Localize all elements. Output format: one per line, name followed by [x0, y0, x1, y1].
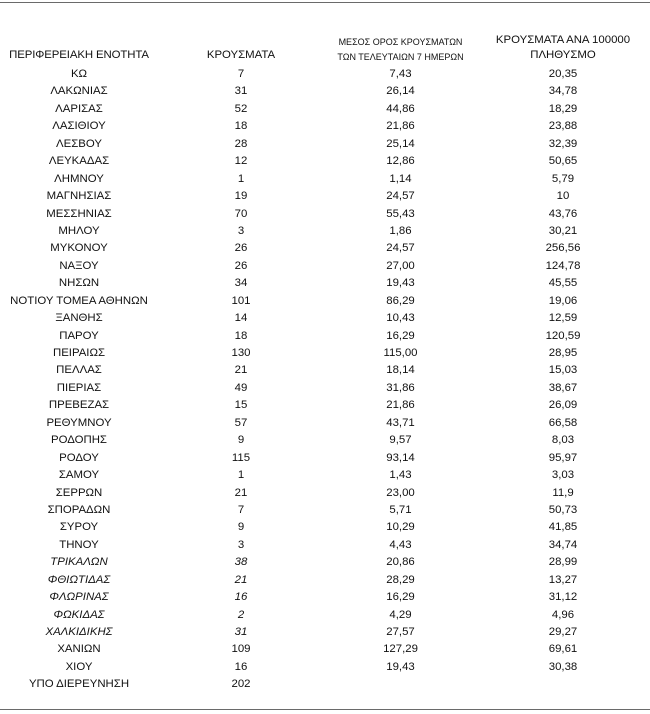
avg-7-days-cell: 1,14 [389, 172, 412, 185]
cases-cell: 109 [231, 643, 251, 656]
region-cell: ΠΕΛΛΑΣ [56, 364, 102, 377]
region-cell: ΠΑΡΟΥ [59, 329, 99, 342]
table-row [0, 223, 650, 240]
per-100000-cell: 31,12 [548, 591, 578, 604]
per-100000-cell: 32,39 [548, 137, 578, 150]
avg-7-days-cell: 21,86 [386, 120, 415, 133]
per-100000-cell: 124,78 [545, 259, 581, 272]
bottom-divider [0, 709, 650, 710]
per-100000-cell: 43,76 [548, 207, 578, 220]
cases-cell: 7 [237, 68, 245, 80]
region-cell: ΝΑΞΟΥ [59, 259, 99, 272]
table-row [0, 101, 650, 118]
cases-cell: 18 [234, 329, 248, 342]
table-header [0, 0, 650, 66]
avg-7-days-cell: 12,86 [386, 155, 415, 168]
table-row [0, 467, 650, 484]
avg-7-days-cell: 19,43 [386, 660, 415, 673]
region-cell: ΤΗΝΟΥ [59, 538, 99, 551]
cases-cell: 12 [234, 155, 248, 168]
avg-7-days-cell: 21,86 [386, 399, 415, 412]
region-cell: ΜΕΣΣΗΝΙΑΣ [46, 207, 112, 220]
cases-cell: 18 [234, 120, 248, 133]
cases-cell: 38 [234, 556, 248, 569]
region-cell: ΛΑΣΙΘΙΟΥ [52, 120, 106, 133]
cases-cell: 70 [234, 207, 248, 220]
per-100000-cell: 23,88 [548, 120, 578, 133]
cases-cell: 2 [237, 608, 245, 621]
per-100000-cell: 120,59 [545, 329, 581, 342]
per-100000-cell: 18,29 [548, 102, 578, 115]
avg-7-days-cell: 18,14 [386, 364, 415, 377]
cases-cell: 9 [237, 434, 245, 447]
per-100000-cell: 19,06 [548, 294, 578, 307]
region-cell: ΛΕΥΚΑΔΑΣ [48, 155, 110, 168]
region-cell: ΜΥΚΟΝΟΥ [50, 242, 108, 255]
per-100000-cell: 29,27 [548, 626, 578, 638]
table-row [0, 153, 650, 170]
region-cell: ΧΙΟΥ [65, 660, 93, 673]
avg-7-days-cell: 19,43 [386, 277, 415, 290]
cases-cell: 115 [231, 451, 251, 464]
region-cell: ΦΩΚΙΔΑΣ [53, 608, 105, 621]
region-cell: ΣΥΡΟΥ [59, 521, 99, 534]
cases-cell: 52 [234, 102, 248, 115]
region-cell: ΣΕΡΡΩΝ [55, 486, 103, 499]
table-row [0, 362, 650, 379]
avg-7-days-cell: 4,43 [389, 538, 412, 551]
region-cell: ΝΟΤΙΟΥ ΤΟΜΕΑ ΑΘΗΝΩΝ [10, 294, 148, 307]
table-row [0, 519, 650, 536]
per-100000-cell: 45,55 [548, 277, 578, 290]
avg-7-days-cell: 9,57 [389, 434, 412, 447]
cases-cell: 16 [234, 591, 248, 604]
per-100000-cell: 30,21 [548, 224, 578, 237]
cases-cell: 9 [237, 521, 245, 534]
cases-cell: 202 [231, 678, 251, 691]
region-cell: ΡΟΔΟΠΗΣ [51, 434, 107, 447]
avg-7-days-cell: 10,43 [386, 312, 415, 325]
cases-cell: 3 [237, 224, 245, 237]
header-cases-per-100000 [478, 33, 648, 63]
per-100000-cell: 95,97 [548, 451, 578, 464]
table-body [0, 66, 650, 694]
table-row [0, 136, 650, 153]
per-100000-cell: 26,09 [548, 399, 578, 412]
region-cell: ΧΑΛΚΙΔΙΚΗΣ [45, 626, 113, 638]
avg-7-days-cell: 86,29 [386, 294, 415, 307]
cases-cell: 15 [234, 399, 248, 412]
region-cell: ΣΠΟΡΑΔΩΝ [47, 503, 111, 516]
per-100000-cell: 13,27 [548, 573, 578, 586]
table-row [0, 485, 650, 502]
table-row [0, 275, 650, 292]
region-cell: ΠΕΙΡΑΙΩΣ [52, 347, 106, 359]
cases-cell: 14 [234, 312, 248, 325]
cases-cell: 1 [237, 172, 245, 185]
per-100000-cell: 256,56 [545, 242, 581, 255]
avg-7-days-cell: 24,57 [386, 242, 415, 255]
avg-7-days-cell: 27,57 [386, 626, 415, 638]
table-row [0, 554, 650, 571]
region-cell: ΚΩ [70, 68, 88, 80]
region-cell: ΛΑΡΙΣΑΣ [55, 102, 103, 115]
per-100000-cell: 38,67 [548, 381, 578, 394]
per-100000-cell: 28,95 [548, 347, 578, 359]
cases-cell: 3 [237, 538, 245, 551]
avg-7-days-cell: 23,00 [386, 486, 415, 499]
avg-7-days-cell: 16,29 [386, 591, 415, 604]
avg-7-days-cell: 31,86 [386, 381, 415, 394]
cases-cell: 16 [234, 660, 248, 673]
table-row [0, 171, 650, 188]
region-cell: ΝΗΣΩΝ [58, 277, 100, 290]
per-100000-cell: 15,03 [548, 364, 578, 377]
header-cases: ΚΡΟΥΣΜΑΤΑ [206, 49, 276, 61]
table-row [0, 397, 650, 414]
table-row [0, 676, 650, 693]
cases-cell: 31 [234, 85, 248, 98]
table-row [0, 328, 650, 345]
table-row [0, 624, 650, 641]
per-100000-cell: 34,74 [548, 538, 578, 551]
region-cell: ΥΠΟ ΔΙΕΡΕΥΝΗΣΗ [28, 678, 130, 691]
avg-7-days-cell: 5,71 [389, 503, 412, 516]
per-100000-cell: 4,96 [551, 608, 575, 621]
per-100000-cell: 3,03 [551, 469, 575, 482]
per-100000-cell: 30,38 [548, 660, 578, 673]
table-row [0, 258, 650, 275]
table-row [0, 206, 650, 223]
cases-cell: 21 [234, 573, 248, 586]
per-100000-cell: 34,78 [548, 85, 578, 98]
cases-cell: 7 [237, 503, 245, 516]
avg-7-days-cell: 44,86 [386, 102, 415, 115]
avg-7-days-cell: 28,29 [386, 573, 415, 586]
avg-7-days-cell: 4,29 [389, 608, 412, 621]
avg-7-days-cell: 1,43 [389, 469, 412, 482]
cases-cell: 26 [234, 259, 248, 272]
per-100000-cell: 41,85 [548, 521, 578, 534]
region-cell: ΠΡΕΒΕΖΑΣ [48, 399, 110, 412]
table-row [0, 450, 650, 467]
table-row [0, 345, 650, 362]
avg-7-days-cell: 10,29 [386, 521, 415, 534]
cases-cell: 31 [234, 626, 248, 638]
cases-cell: 130 [231, 347, 251, 359]
avg-7-days-cell: 25,14 [386, 137, 415, 150]
region-cell: ΦΘΙΩΤΙΔΑΣ [47, 573, 111, 586]
table-row [0, 607, 650, 624]
table-row [0, 659, 650, 676]
per-100000-cell: 50,73 [548, 503, 578, 516]
per-100000-cell: 5,79 [551, 172, 575, 185]
cases-cell: 57 [234, 416, 248, 429]
region-cell: ΜΗΛΟΥ [58, 224, 100, 237]
region-cell: ΛΗΜΝΟΥ [54, 172, 104, 185]
region-cell: ΛΕΣΒΟΥ [56, 137, 102, 150]
per-100000-cell: 28,99 [548, 556, 578, 569]
avg-7-days-cell: 27,00 [386, 259, 415, 272]
per-100000-cell: 10 [556, 190, 570, 203]
table-row [0, 240, 650, 257]
per-100000-cell: 69,61 [548, 643, 578, 656]
header-region: ΠΕΡΙΦΕΡΕΙΑΚΗ ΕΝΟΤΗΤΑ [9, 49, 149, 61]
header-avg-line1: ΜΕΣΟΣ ΟΡΟΣ ΚΡΟΥΣΜΑΤΩΝ [338, 37, 463, 47]
region-cell: ΣΑΜΟΥ [58, 469, 100, 482]
header-avg-7-days [318, 35, 483, 65]
table-row [0, 589, 650, 606]
cases-cell: 34 [234, 277, 248, 290]
avg-7-days-cell: 24,57 [386, 190, 415, 203]
cases-cell: 21 [234, 364, 248, 377]
region-cell: ΡΟΔΟΥ [59, 451, 99, 464]
region-cell: ΞΑΝΘΗΣ [55, 312, 103, 325]
per-100000-cell: 8,03 [551, 434, 575, 447]
region-cell: ΤΡΙΚΑΛΩΝ [50, 556, 108, 569]
avg-7-days-cell: 43,71 [386, 416, 415, 429]
avg-7-days-cell: 26,14 [386, 85, 415, 98]
avg-7-days-cell: 55,43 [386, 207, 415, 220]
region-cell: ΦΛΩΡΙΝΑΣ [49, 591, 109, 604]
avg-7-days-cell: 115,00 [383, 347, 418, 359]
per-100000-cell: 50,65 [548, 155, 578, 168]
header-avg-line2: ΤΩΝ ΤΕΛΕΥΤΑΙΩΝ 7 ΗΜΕΡΩΝ [337, 52, 464, 62]
table-row [0, 293, 650, 310]
cases-cell: 26 [234, 242, 248, 255]
per-100000-cell: 20,35 [548, 68, 578, 80]
table-row [0, 537, 650, 554]
avg-7-days-cell: 93,14 [386, 451, 415, 464]
avg-7-days-cell: 1,86 [389, 224, 412, 237]
avg-7-days-cell: 7,43 [389, 68, 412, 80]
region-cell: ΜΑΓΝΗΣΙΑΣ [46, 190, 112, 203]
cases-cell: 28 [234, 137, 248, 150]
table-row [0, 83, 650, 100]
avg-7-days-cell: 127,29 [383, 643, 418, 656]
header-per-line1: ΚΡΟΥΣΜΑΤΑ ΑΝΑ 100000 [495, 34, 631, 46]
table-row [0, 310, 650, 327]
table-row [0, 572, 650, 589]
cases-cell: 21 [234, 486, 248, 499]
table-row [0, 188, 650, 205]
cases-cell: 19 [234, 190, 248, 203]
header-per-line2: ΠΛΗΘΥΣΜΟ [530, 49, 596, 61]
cases-cell: 49 [234, 381, 248, 394]
per-100000-cell: 66,58 [548, 416, 578, 429]
cases-cell: 101 [231, 294, 251, 307]
per-100000-cell: 12,59 [548, 312, 578, 325]
table-row [0, 502, 650, 519]
table-row [0, 432, 650, 449]
table-row [0, 380, 650, 397]
table-row [0, 641, 650, 658]
per-100000-cell: 11,9 [552, 486, 574, 499]
region-cell: ΠΙΕΡΙΑΣ [56, 381, 102, 394]
region-cell: ΛΑΚΩΝΙΑΣ [50, 85, 108, 98]
table-row [0, 118, 650, 135]
cases-cell: 1 [237, 469, 245, 482]
region-cell: ΧΑΝΙΩΝ [57, 643, 101, 656]
table-row [0, 415, 650, 432]
table-row [0, 66, 650, 83]
avg-7-days-cell: 20,86 [386, 556, 415, 569]
region-cell: ΡΕΘΥΜΝΟΥ [46, 416, 112, 429]
avg-7-days-cell: 16,29 [386, 329, 415, 342]
